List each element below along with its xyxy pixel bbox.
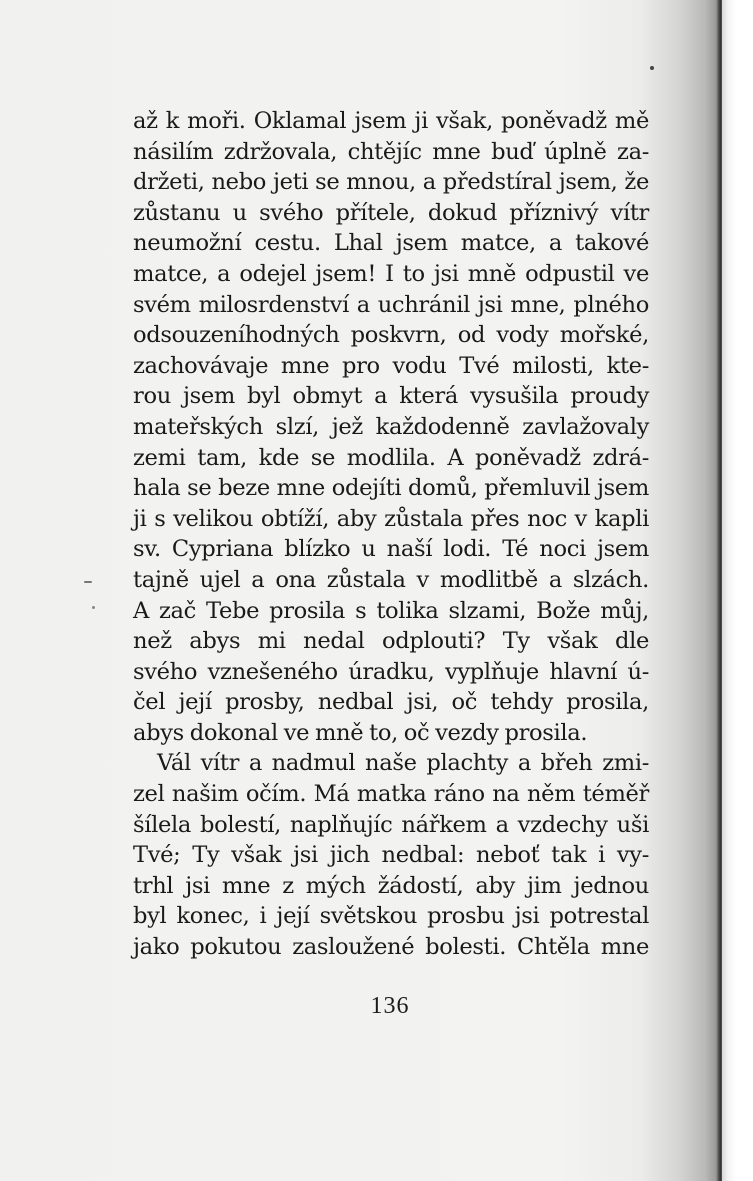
text-line: mateřských slzí, jež každodenně zavlažovaly — [133, 413, 649, 440]
text-line: držeti, nebo jeti se mnou, a předstíral jsem, že — [133, 169, 649, 196]
text-line: čel její prosby, nedbal jsi, oč tehdy prosila, — [133, 689, 649, 716]
text-line: než abys mi nedal odplouti? Ty však dle — [133, 628, 649, 655]
text-line: jako pokutou zasloužené bolesti. Chtěla mne — [133, 934, 649, 961]
text-line: svém milosrdenství a uchránil jsi mne, plného — [133, 291, 649, 318]
paper-speck — [650, 66, 654, 70]
page-number: 136 — [370, 993, 410, 1019]
text-line: odsouzeníhodných poskvrn, od vody mořské, — [133, 322, 649, 349]
body-text — [133, 106, 649, 963]
text-line: abys dokonal ve mně to, oč vezdy prosila. — [133, 719, 588, 746]
page-edge-background — [722, 0, 753, 1181]
text-line: násilím zdržovala, chtějíc mne buď úplně za- — [133, 138, 649, 165]
text-line: zůstanu u svého přítele, dokud příznivý vítr — [133, 199, 649, 226]
text-line: byl konec, i její světskou prosbu jsi potrestal — [133, 903, 649, 930]
text-line: sv. Cypriana blízko u naší lodi. Té noci jsem — [133, 536, 649, 563]
text-line: Vál vítr a nadmul naše plachty a břeh zmi- — [157, 750, 649, 777]
text-line: Tvé; Ty však jsi jich nedbal: neboť tak i vy- — [133, 842, 649, 869]
text-line: neumožní cestu. Lhal jsem matce, a takové — [133, 230, 649, 257]
text-line: až k moři. Oklamal jsem ji však, poněvadž mě — [133, 108, 649, 134]
paper-speck — [84, 581, 92, 583]
text-line: rou jsem byl obmyt a která vysušila proudy — [133, 383, 649, 410]
paper-speck — [92, 606, 95, 609]
text-line: hala se beze mne odejíti domů, přemluvil jsem — [133, 475, 649, 502]
text-line: zemi tam, kde se modlila. A poněvadž zdrá- — [133, 444, 649, 471]
text-line: svého vznešeného úradku, vyplňuje hlavní ú- — [133, 658, 649, 685]
text-line: šílela bolestí, naplňujíc nářkem a vzdechy uši — [133, 811, 649, 838]
text-line: zachovávaje mne pro vodu Tvé milosti, kte- — [133, 352, 649, 379]
text-line: zel našim očím. Má matka ráno na něm téměř — [133, 781, 649, 808]
text-line: matce, a odejel jsem! I to jsi mně odpustil ve — [133, 260, 649, 287]
text-line: trhl jsi mne z mých žádostí, aby jim jednou — [133, 872, 649, 899]
text-line: tajně ujel a ona zůstala v modlitbě a slzách. — [133, 566, 649, 593]
text-line: ji s velikou obtíží, aby zůstala přes noc v kapli — [133, 505, 649, 532]
text-line: A zač Tebe prosila s tolika slzami, Bože můj, — [133, 597, 649, 624]
